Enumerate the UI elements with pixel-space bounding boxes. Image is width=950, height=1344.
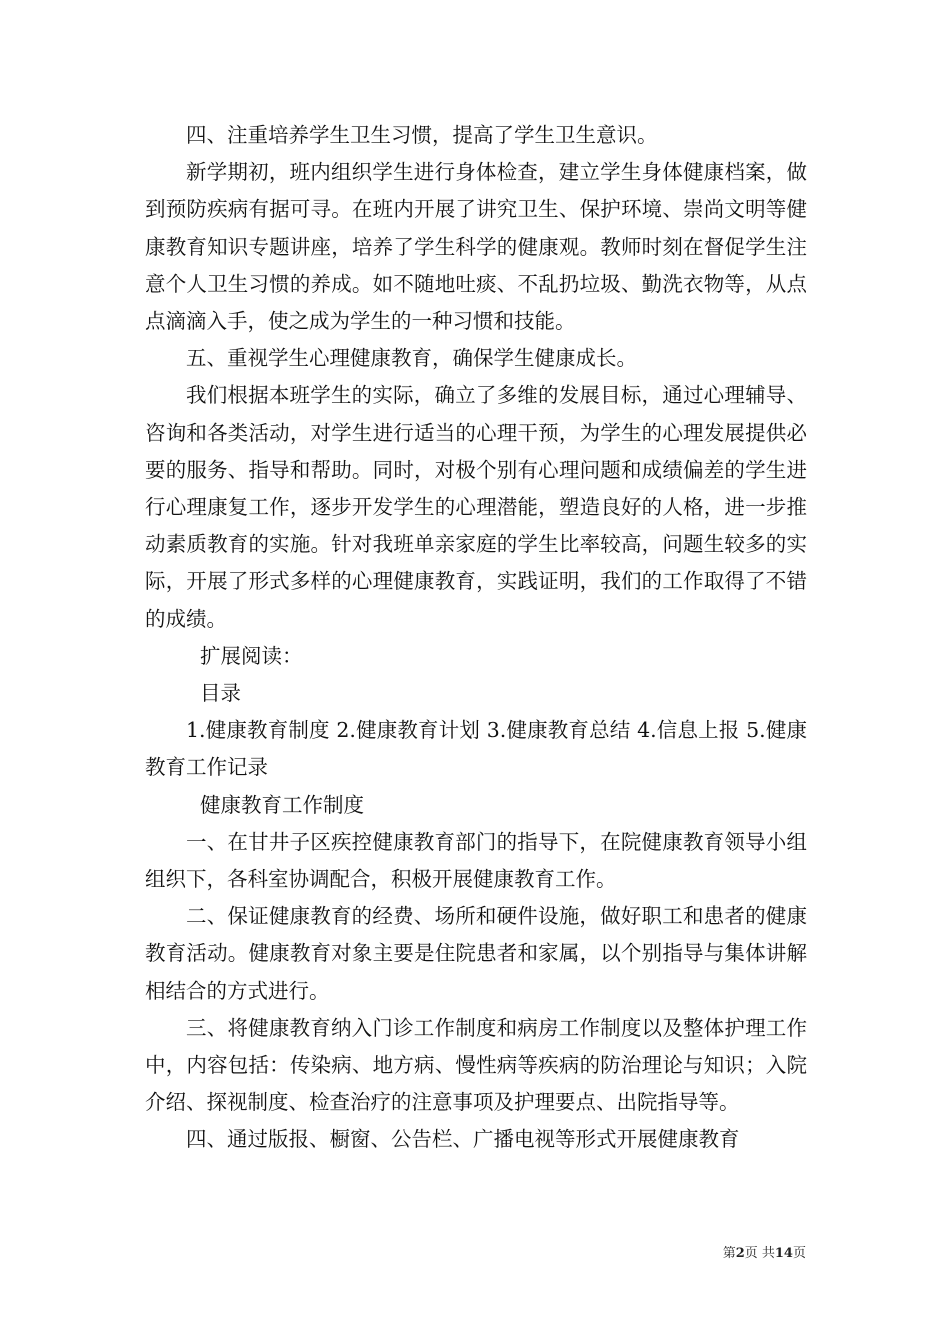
rule-item-1: 一、在甘井子区疾控健康教育部门的指导下，在院健康教育领导小组组织下，各科室协调配合，积极开展健康教育工作。: [145, 829, 807, 892]
rule-item-4: 四、通过版报、橱窗、公告栏、广播电视等形式开展健康教育: [186, 1127, 740, 1152]
toc-list: 1.健康教育制度 2.健康教育计划 3.健康教育总结 4.信息上报 5.健康教育工作记录: [145, 718, 807, 780]
rule-item-3: 三、将健康教育纳入门诊工作制度和病房工作制度以及整体护理工作中，内容包括：传染病、地方病、慢性病等疾病的防治理论与知识；入院介绍、探视制度、检查治疗的注意事项及护理要点、出院指导等。: [145, 1015, 807, 1115]
section-heading-5: 五、重视学生心理健康教育，确保学生健康成长。: [186, 346, 637, 371]
footer-prefix: 第: [722, 1246, 736, 1261]
toc-heading: 目录: [200, 681, 241, 706]
extended-reading-label: 扩展阅读：: [200, 643, 303, 668]
document-body: [145, 117, 807, 1159]
rule-item-2: 二、保证健康教育的经费、场所和硬件设施，做好职工和患者的健康教育活动。健康教育对象主要是住院患者和家属，以个别指导与集体讲解相结合的方式进行。: [145, 904, 807, 1003]
page-footer: [723, 1245, 806, 1263]
section-title: 健康教育工作制度: [200, 792, 364, 817]
current-page-number: 2: [735, 1246, 745, 1261]
body-paragraph: 我们根据本班学生的实际，确立了多维的发展目标，通过心理辅导、咨询和各类活动，对学生进行适当的心理干预，为学生的心理发展提供必要的服务、指导和帮助。同时，对极个别有心理问题和成绩偏差的学生进行心理康复工作，逐步开发学生的心理潜能，塑造良好的人格，进一步推动素质教育的实施。针对我班单亲家庭的学生比率较高，问题生较多的实际，开展了形式多样的心理健康教育，实践证明，我们的工作取得了不错的成绩。: [145, 383, 807, 631]
footer-middle: 页 共: [744, 1246, 775, 1261]
section-heading-4: 四、注重培养学生卫生习惯，提高了学生卫生意识。: [186, 123, 658, 147]
body-paragraph: 新学期初，班内组织学生进行身体检查，建立学生身体健康档案，做到预防疾病有据可寻。在班内开展了讲究卫生、保护环境、崇尚文明等健康教育知识专题讲座，培养了学生科学的健康观。教师时刻在督促学生注意个人卫生习惯的养成。如不随地吐痰、不乱扔垃圾、勤洗衣物等，从点点滴滴入手，使之成为学生的一种习惯和技能。: [145, 160, 807, 334]
total-pages-number: 14: [774, 1246, 793, 1261]
footer-suffix: 页: [792, 1246, 806, 1261]
